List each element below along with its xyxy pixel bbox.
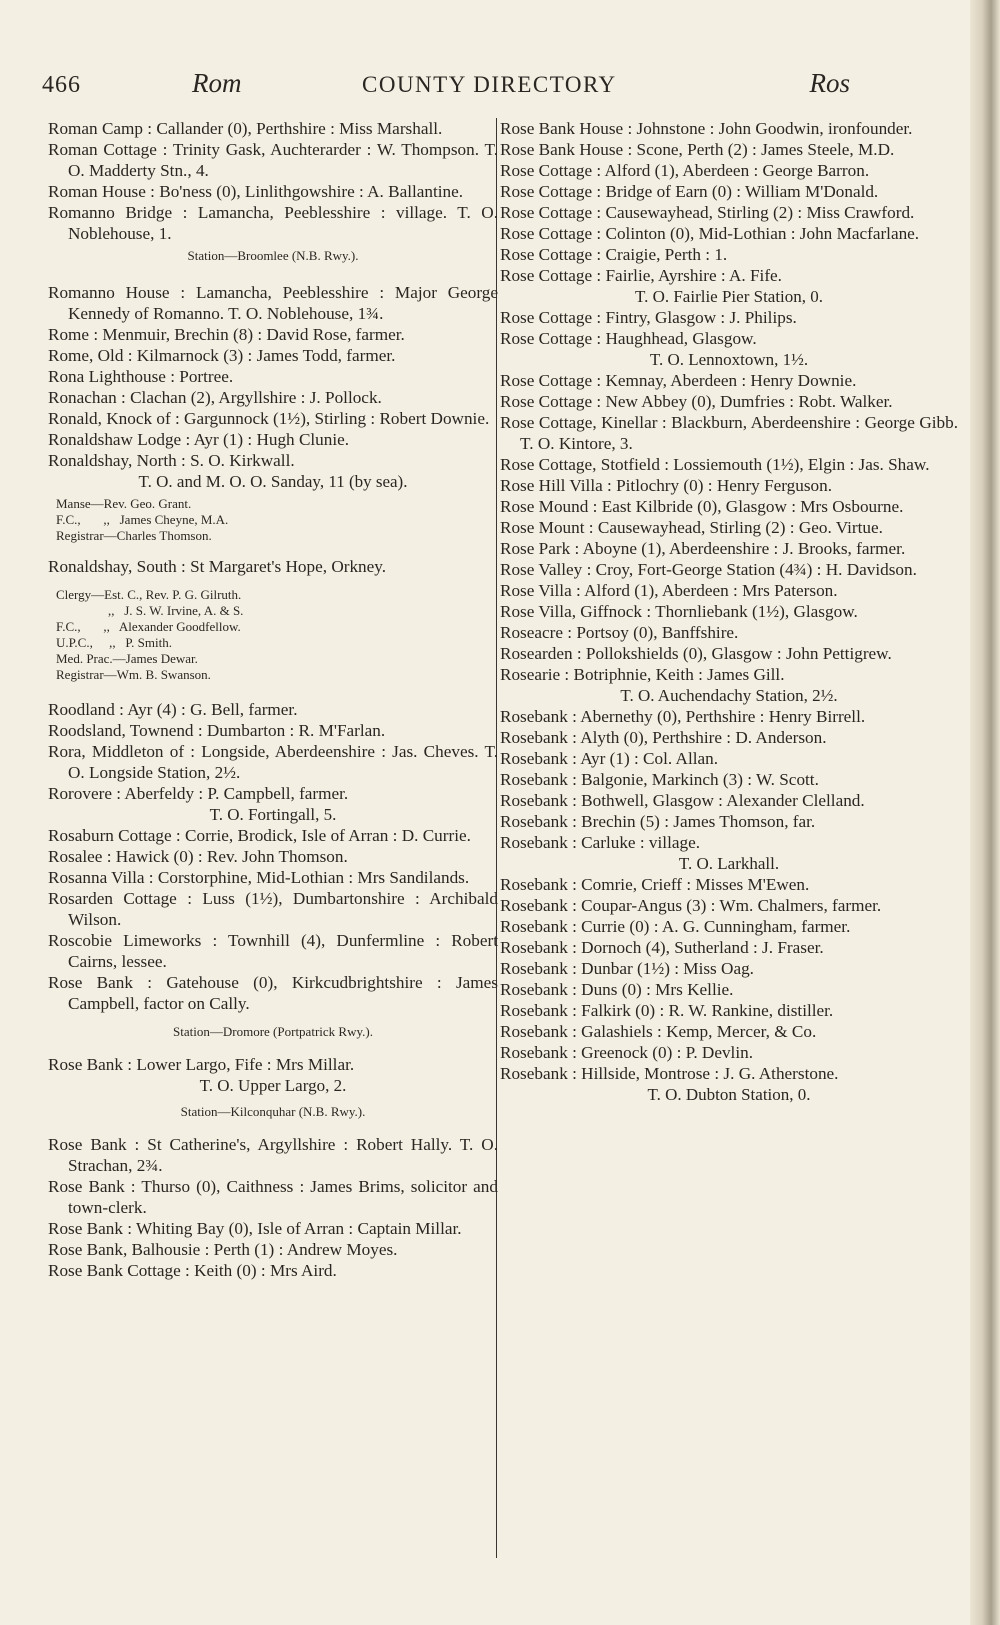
directory-entry: Rose Cottage : Colinton (0), Mid-Lothian : John Macfarlane. (500, 224, 920, 243)
directory-entry: Romanno House : Lamancha, Peeblesshire : Major George Kennedy of Romanno. T. O. Noblehouse, 1¾. (48, 283, 498, 323)
directory-entry: Roodland : Ayr (4) : G. Bell, farmer. (48, 700, 298, 719)
directory-entry: Ronaldshay, South : St Margaret's Hope, Orkney. (48, 557, 387, 576)
directory-entry: Rose Cottage, Kinellar : Blackburn, Aberdeenshire : George Gibb. T. O. Kintore, 3. (500, 413, 958, 453)
directory-entry: Rosebank : Carluke : village. (500, 833, 700, 852)
telegraph-office: T. O. Auchendachy Station, 2½. (620, 686, 838, 705)
directory-entry: Rose Bank : Whiting Bay (0), Isle of Arran : Captain Millar. (48, 1219, 462, 1238)
directory-entry: Rose Hill Villa : Pitlochry (0) : Henry Ferguson. (500, 476, 833, 495)
directory-entry: Rora, Middleton of : Longside, Aberdeenshire : Jas. Cheves. T. O. Longside Station, 2½. (48, 742, 498, 782)
right-guide-word: Ros (809, 68, 850, 98)
telegraph-office: T. O. Upper Largo, 2. (199, 1076, 347, 1095)
directory-entry: Rose Mound : East Kilbride (0), Glasgow : Mrs Osbourne. (500, 497, 904, 516)
directory-entry: Rose Cottage : Craigie, Perth : 1. (500, 245, 728, 264)
directory-entry: Rose Cottage : Fintry, Glasgow : J. Philips. (500, 308, 797, 327)
directory-entry: Rose Bank House : Johnstone : John Goodwin, ironfounder. (500, 119, 913, 138)
directory-entry: Rose Mount : Causewayhead, Stirling (2) : Geo. Virtue. (500, 518, 883, 537)
telegraph-office: T. O. and M. O. O. Sanday, 11 (by sea). (138, 472, 408, 491)
directory-entry: Romanno Bridge : Lamancha, Peeblesshire : village. T. O. Noblehouse, 1. (48, 203, 498, 243)
directory-entry: Rosebank : Dunbar (1½) : Miss Oag. (500, 959, 754, 978)
directory-entry: Rose Cottage : Causewayhead, Stirling (2) : Miss Crawford. (500, 203, 915, 222)
directory-entry: Rosebank : Hillside, Montrose : J. G. Atherstone. (500, 1064, 839, 1083)
directory-entry: Roman Cottage : Trinity Gask, Auchterarder : W. Thompson. T. O. Madderty Stn., 4. (48, 140, 498, 180)
directory-entry: Rose Cottage : Fairlie, Ayrshire : A. Fife. (500, 266, 782, 285)
directory-entry: Rosebank : Duns (0) : Mrs Kellie. (500, 980, 734, 999)
directory-entry: Rose Bank : Thurso (0), Caithness : James Brims, solicitor and town-clerk. (48, 1177, 498, 1217)
directory-entry: Ronachan : Clachan (2), Argyllshire : J. Pollock. (48, 388, 382, 407)
directory-entry: Rose Bank : St Catherine's, Argyllshire : Robert Hally. T. O. Strachan, 2¾. (48, 1135, 498, 1175)
directory-entry: Rome, Old : Kilmarnock (3) : James Todd, farmer. (48, 346, 396, 365)
running-title: COUNTY DIRECTORY (362, 72, 617, 97)
directory-entry: Rose Valley : Croy, Fort-George Station (4¾) : H. Davidson. (500, 560, 917, 579)
directory-entry: Rosarden Cottage : Luss (1½), Dumbartonshire : Archibald Wilson. (48, 889, 498, 929)
page-header (42, 68, 850, 108)
directory-entry: Rosalee : Hawick (0) : Rev. John Thomson. (48, 847, 348, 866)
directory-entry: Rosaburn Cottage : Corrie, Brodick, Isle of Arran : D. Currie. (48, 826, 471, 845)
directory-entry: Rose Park : Aboyne (1), Aberdeenshire : J. Brooks, farmer. (500, 539, 906, 558)
telegraph-office: T. O. Fortingall, 5. (209, 805, 337, 824)
directory-entry: Rose Bank, Balhousie : Perth (1) : Andrew Moyes. (48, 1240, 398, 1259)
directory-entry: Rosebank : Comrie, Crieff : Misses M'Ewen. (500, 875, 810, 894)
directory-entry: Roscobie Limeworks : Townhill (4), Dunfermline : Robert Cairns, lessee. (48, 931, 498, 971)
directory-entry: Rosebank : Currie (0) : A. G. Cunningham, farmer. (500, 917, 851, 936)
directory-entry: Rosebank : Balgonie, Markinch (3) : W. Scott. (500, 770, 819, 789)
directory-entry: Rose Villa, Giffnock : Thornliebank (1½), Glasgow. (500, 602, 858, 621)
directory-entry: Rosebank : Alyth (0), Perthshire : D. Anderson. (500, 728, 827, 747)
station-note: Station—Dromore (Portpatrick Rwy.). (173, 1024, 373, 1039)
directory-entry: Rosebank : Galashiels : Kemp, Mercer, & Co. (500, 1022, 817, 1041)
directory-entry: Rose Bank House : Scone, Perth (2) : James Steele, M.D. (500, 140, 895, 159)
directory-entry: Rosearie : Botriphnie, Keith : James Gill. (500, 665, 785, 684)
left-column (48, 118, 498, 1281)
directory-entry: Rose Bank : Gatehouse (0), Kirkcudbrightshire : James Campbell, factor on Cally. (48, 973, 498, 1013)
directory-entry: Rosebank : Brechin (5) : James Thomson, far. (500, 812, 816, 831)
directory-entry: Rorovere : Aberfeldy : P. Campbell, farmer. (48, 784, 349, 803)
directory-entry: Rose Cottage : New Abbey (0), Dumfries : Robt. Walker. (500, 392, 893, 411)
directory-entry: Rose Cottage : Haughhead, Glasgow. (500, 329, 757, 348)
directory-entry: Roman House : Bo'ness (0), Linlithgowshire : A. Ballantine. (48, 182, 464, 201)
directory-entry: Rosebank : Coupar-Angus (3) : Wm. Chalmers, farmer. (500, 896, 882, 915)
page-number: 466 (42, 72, 81, 98)
directory-entry: Roman Camp : Callander (0), Perthshire : Miss Marshall. (48, 119, 443, 138)
directory-entry: Rosanna Villa : Corstorphine, Mid-Lothian : Mrs Sandilands. (48, 868, 470, 887)
officials-note: Manse—Rev. Geo. Grant. F.C., ,, James Cheyne, M.A. Registrar—Charles Thomson. (56, 496, 229, 543)
right-column (500, 118, 958, 1105)
directory-entry: Rosebank : Dornoch (4), Sutherland : J. Fraser. (500, 938, 824, 957)
directory-entry: Rosebank : Abernethy (0), Perthshire : Henry Birrell. (500, 707, 866, 726)
directory-entry: Roodsland, Townend : Dumbarton : R. M'Farlan. (48, 721, 386, 740)
directory-entry: Rose Villa : Alford (1), Aberdeen : Mrs Paterson. (500, 581, 838, 600)
directory-entry: Rosebank : Greenock (0) : P. Devlin. (500, 1043, 753, 1062)
directory-entry: Rose Cottage : Alford (1), Aberdeen : George Barron. (500, 161, 870, 180)
directory-entry: Roseacre : Portsoy (0), Banffshire. (500, 623, 739, 642)
telegraph-office: T. O. Dubton Station, 0. (647, 1085, 811, 1104)
directory-entry: Rose Cottage : Kemnay, Aberdeen : Henry Downie. (500, 371, 857, 390)
station-note: Station—Kilconquhar (N.B. Rwy.). (180, 1104, 366, 1119)
left-guide-word: Rom (192, 68, 242, 98)
directory-entry: Ronaldshaw Lodge : Ayr (1) : Hugh Clunie. (48, 430, 350, 449)
directory-entry: Rosebank : Ayr (1) : Col. Allan. (500, 749, 719, 768)
directory-entry: Rosearden : Pollokshields (0), Glasgow : John Pettigrew. (500, 644, 892, 663)
directory-entry: Rosebank : Falkirk (0) : R. W. Rankine, distiller. (500, 1001, 834, 1020)
directory-entry: Rona Lighthouse : Portree. (48, 367, 234, 386)
directory-entry: Rose Cottage : Bridge of Earn (0) : William M'Donald. (500, 182, 879, 201)
officials-note: Clergy—Est. C., Rev. P. G. Gilruth. ,, J. S. W. Irvine, A. & S. F.C., ,, Alexander Goodfellow. U.P.C., ,, P. Smith. Med. Prac.—James Dewar. Registrar—Wm. B. Swanson. (56, 587, 244, 682)
telegraph-office: T. O. Larkhall. (678, 854, 780, 873)
directory-entry: Ronald, Knock of : Gargunnock (1½), Stirling : Robert Downie. (48, 409, 490, 428)
directory-entry: Rome : Menmuir, Brechin (8) : David Rose, farmer. (48, 325, 405, 344)
directory-entry: Rose Bank : Lower Largo, Fife : Mrs Millar. (48, 1055, 355, 1074)
station-note: Station—Broomlee (N.B. Rwy.). (187, 248, 359, 263)
directory-entry: Rose Bank Cottage : Keith (0) : Mrs Aird. (48, 1261, 337, 1280)
telegraph-office: T. O. Fairlie Pier Station, 0. (634, 287, 824, 306)
page-edge (970, 0, 1000, 1625)
telegraph-office: T. O. Lennoxtown, 1½. (649, 350, 809, 369)
directory-entry: Ronaldshay, North : S. O. Kirkwall. (48, 451, 295, 470)
directory-entry: Rosebank : Bothwell, Glasgow : Alexander Clelland. (500, 791, 865, 810)
directory-entry: Rose Cottage, Stotfield : Lossiemouth (1½), Elgin : Jas. Shaw. (500, 455, 930, 474)
